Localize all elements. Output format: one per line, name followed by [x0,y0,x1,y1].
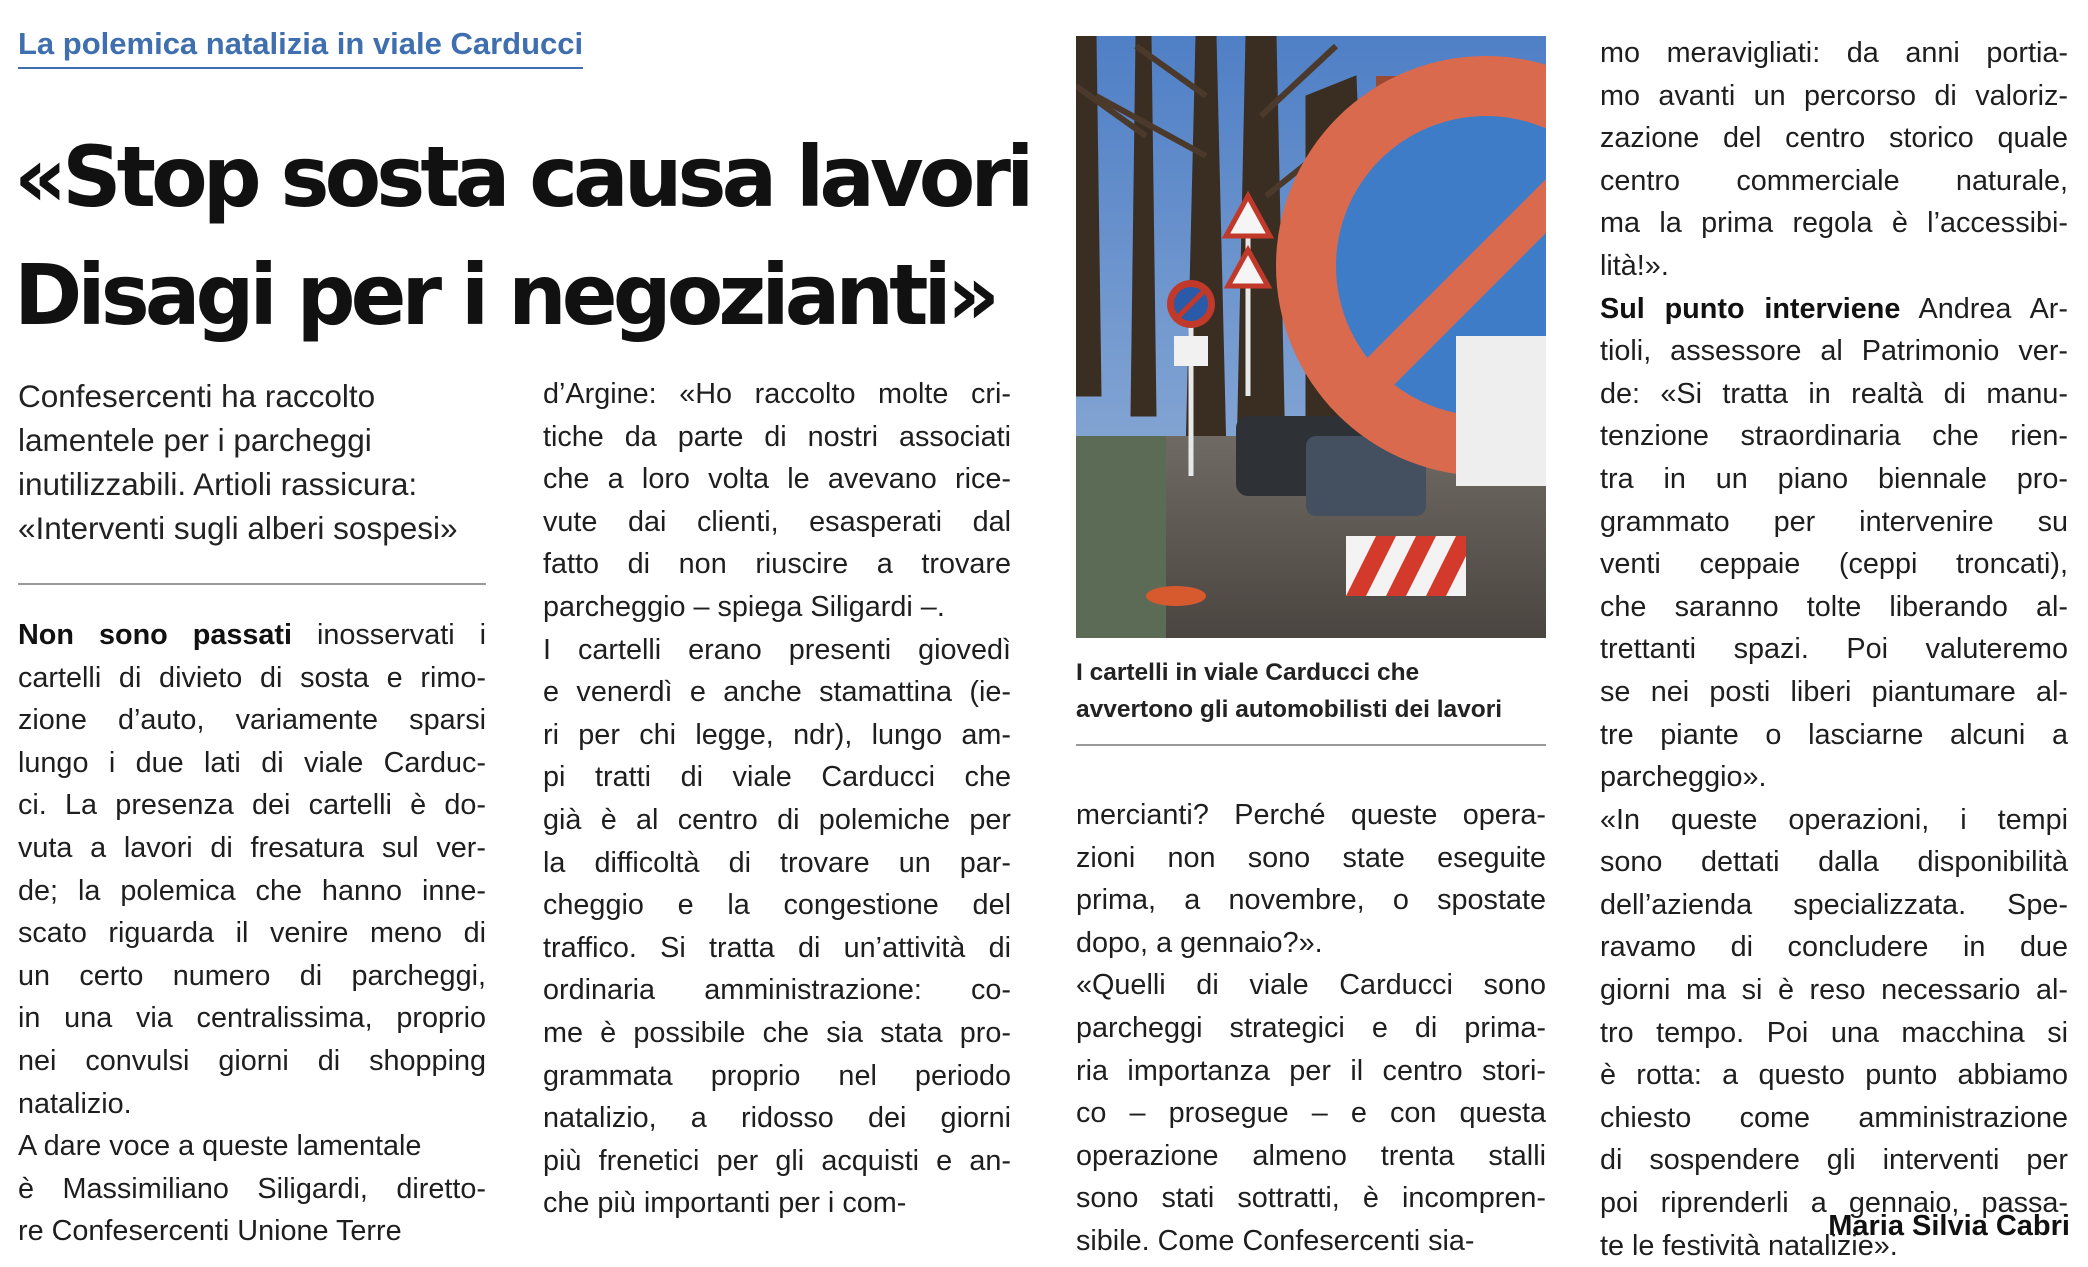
article-line: che a loro volta le avevano rice- [543,463,1011,496]
article-line: è Massimiliano Siligardi, diretto- [18,1172,486,1205]
headline-line-1: «Stop sosta causa lavori [14,128,1030,226]
caption-divider [1076,744,1546,746]
article-line: un certo numero di parcheggi, [18,959,486,992]
article-line: fatto di non riuscire a trovare [543,548,1011,581]
article-line: scato riguarda il venire meno di [18,917,486,950]
article-line: «Quelli di viale Carducci sono [1076,969,1546,1002]
article-line [18,614,486,657]
article-line: lungo i due lati di viale Carduc- [18,746,486,779]
article-line: grammato per intervenire su [1600,505,2068,538]
article-line: ri per chi legge, ndr), lungo am- [543,718,1011,751]
article-line-text: inosservati i [291,619,486,651]
article-line: natalizio. [18,1087,132,1120]
article-line: che più importanti per i com- [543,1187,907,1220]
article-line: A dare voce a queste lamentale [18,1130,422,1163]
article-line: cheggio e la congestione del [543,889,1011,922]
article-line: sono dettati dalla disponibilità [1600,846,2068,879]
article-line: re Confesercenti Unione Terre [18,1215,402,1248]
article-line: natalizio, a ridosso dei giorni [543,1102,1011,1135]
article-line: ravamo di concludere in due [1600,931,2068,964]
article-line: traffico. Si tratta di un’attività di [543,931,1011,964]
article-line: tioli, assessore al Patrimonio ver- [1600,335,2068,368]
article-column-2 [543,373,1011,1225]
headline-line-2: Disagi per i negozianti» [14,246,996,344]
photo-caption [1076,654,1546,728]
article-line: de; la polemica che hanno inne- [18,874,486,907]
article-line: ordinaria amministrazione: co- [543,974,1011,1007]
article-line: parcheggio». [1600,761,1767,794]
article-line: tenzione straordinaria che rien- [1600,420,2068,453]
article-line: prima, a novembre, o spostate [1076,884,1546,917]
article-line: che saranno tolte liberando al- [1600,590,2068,623]
article-line: pi tratti di viale Carducci che [543,761,1011,794]
article-line: tra in un piano biennale pro- [1600,462,2068,495]
article-line: cartelli di divieto di sosta e rimo- [18,661,486,694]
article-line: vute dai clienti, esasperati dal [543,505,1011,538]
article-line: te le festività natalizie». [1600,1229,1898,1262]
article-line: zione d’auto, variamente sparsi [18,704,486,737]
article-column-1 [18,614,486,1253]
article-line: lità!». [1600,249,1669,282]
article-line: già è al centro di polemiche per [543,803,1011,836]
article-line: giorni ma si è reso necessario al- [1600,974,2068,1007]
article-lead-in: Non sono passati [18,619,292,651]
article-line: ma la prima regola è l’accessibi- [1600,207,2068,240]
article-line: dopo, a gennaio?». [1076,926,1323,959]
section-kicker: La polemica natalizia in viale Carducci [18,26,583,69]
article-line: parcheggio – spiega Siligardi –. [543,590,945,623]
article-lead-in: Sul punto interviene [1600,292,1901,325]
summary-line: inutilizzabili. Artioli rassicura: [18,466,418,502]
photo-street-signs [1076,36,1546,638]
summary-line: lamentele per i parcheggi [18,422,372,458]
article-line: più frenetici per gli acquisti e an- [543,1144,1011,1177]
article-line: dell’azienda specializzata. Spe- [1600,888,2068,921]
article-line: mo meravigliati: da anni portia- [1600,37,2068,69]
article-line: parcheggi strategici e di prima- [1076,1011,1546,1044]
article-line: la difficoltà di trovare un par- [543,846,1011,879]
article-line: operazione almeno trenta stalli [1076,1139,1546,1172]
article-line: «In queste operazioni, i tempi [1600,803,2068,836]
article-line: tiche da parte di nostri associati [543,420,1011,453]
article-line: centro commerciale naturale, [1600,164,2068,197]
article-line: in una via centralissima, proprio [18,1002,486,1035]
summary-divider [18,583,486,585]
article-line: d’Argine: «Ho raccolto molte cri- [543,378,1011,410]
article-line: tro tempo. Poi una macchina si [1600,1016,2068,1049]
article-line: di sospendere gli interventi per [1600,1144,2068,1177]
caption-line: I cartelli in viale Carducci che [1076,659,1420,686]
article-line: poi riprenderli a gennaio, passa- [1600,1187,2068,1220]
summary [18,374,488,550]
article-line: venti ceppaie (ceppi troncati), [1600,548,2068,581]
article-line: de: «Si tratta in realtà di manu- [1600,377,2068,410]
article-column-3 [1076,794,1546,1263]
article-line: e venerdì e anche stamattina (ie- [543,676,1011,709]
article-line: zioni non sono state eseguite [1076,841,1546,874]
article-line-text: Andrea Ar- [1900,292,2068,325]
summary-line: «Interventi sugli alberi sospesi» [18,510,458,546]
photo-illustration [1076,36,1546,638]
author-signature: Maria Silvia Cabri [1828,1210,2070,1242]
article-line: vuta a lavori di fresatura sul ver- [18,831,486,864]
article-line: tre piante o lasciarne alcuni a [1600,718,2068,751]
article-line: ci. La presenza dei cartelli è do- [18,789,486,822]
article-line: trettanti spazi. Poi valuteremo [1600,633,2068,666]
article-line: mercianti? Perché queste opera- [1076,799,1546,831]
article-line: sibile. Come Confesercenti sia- [1076,1224,1475,1257]
article-line: nei convulsi giorni di shopping [18,1044,486,1077]
article-line: se nei posti liberi piantumare al- [1600,675,2068,708]
article-column-4 [1600,32,2068,1267]
article-line: grammata proprio nel periodo [543,1059,1011,1092]
article-line: zazione del centro storico quale [1600,122,2068,155]
caption-line: avvertono gli automobilisti dei lavori [1076,696,1503,723]
article-line: mo avanti un percorso di valoriz- [1600,79,2068,112]
article-line: è rotta: a questo punto abbiamo [1600,1059,2068,1092]
article-line: sono stati sottratti, è incompren- [1076,1182,1546,1215]
summary-line: Confesercenti ha raccolto [18,378,376,414]
article-line: chiesto come amministrazione [1600,1101,2068,1134]
headline [14,118,1030,354]
article-line: ria importanza per il centro stori- [1076,1054,1546,1087]
article-line [1600,288,2068,331]
article-line: I cartelli erano presenti giovedì [543,633,1011,666]
article-line: me è possibile che sia stata pro- [543,1016,1011,1049]
article-line: co – prosegue – e con questa [1076,1097,1546,1130]
